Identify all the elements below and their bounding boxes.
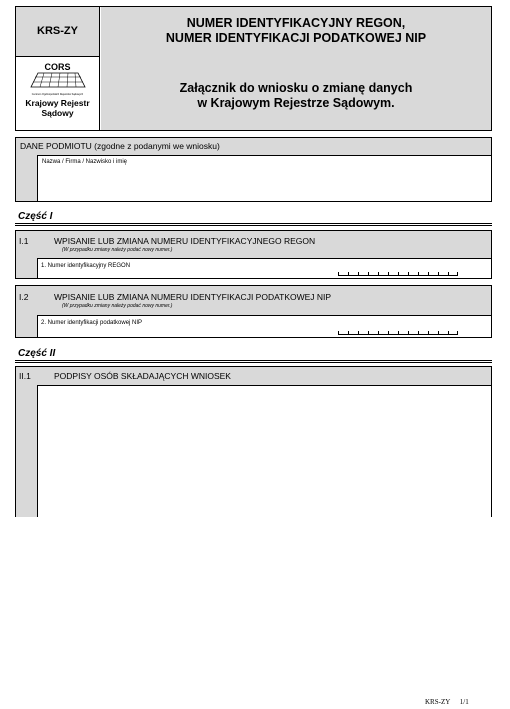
logo-caption: Centrum Ogólnopolskich Rejestrów Sądowych [31, 93, 84, 96]
digit-box[interactable] [358, 272, 368, 276]
section-i2-title: WPISANIE LUB ZMIANA NUMERU IDENTYFIKACJI PODATKOWEJ NIP [54, 292, 332, 302]
digit-box[interactable] [408, 331, 418, 335]
form-subtitle-2: w Krajowym Rejestrze Sądowym. [197, 96, 395, 110]
signatures-field[interactable] [38, 385, 491, 517]
digit-box[interactable] [448, 331, 458, 335]
dane-heading: DANE PODMIOTU (zgodne z podanymi we wniosku) [20, 141, 220, 151]
digit-box[interactable] [378, 272, 388, 276]
digit-box[interactable] [338, 331, 348, 335]
footer-code: KRS-ZY [425, 698, 451, 706]
digit-box[interactable] [348, 331, 358, 335]
dane-left-margin [16, 155, 38, 201]
footer-page: 1/1 [459, 698, 469, 706]
section-ii1-num: II.1 [19, 371, 31, 381]
digit-box[interactable] [368, 272, 378, 276]
cors-logo [16, 63, 99, 96]
form-code: KRS-ZY [37, 25, 78, 37]
digit-box[interactable] [418, 331, 428, 335]
dane-heading-bar [16, 138, 491, 155]
digit-box[interactable] [348, 272, 358, 276]
part2-rule [15, 360, 492, 363]
digit-box[interactable] [398, 272, 408, 276]
digit-box[interactable] [418, 272, 428, 276]
regon-digit-boxes[interactable] [338, 272, 458, 276]
nip-field-label: 2. Numer identyfikacji podatkowej NIP [41, 320, 143, 326]
digit-box[interactable] [338, 272, 348, 276]
part2-title: Część II [18, 348, 56, 359]
section-i1-num: I.1 [19, 236, 29, 246]
regon-field-label: 1. Numer identyfikacyjny REGON [41, 263, 131, 269]
digit-box[interactable] [408, 272, 418, 276]
digit-box[interactable] [428, 331, 438, 335]
part1-title: Część I [18, 211, 53, 222]
section-i2-margin [16, 315, 38, 337]
digit-box[interactable] [398, 331, 408, 335]
digit-box[interactable] [388, 272, 398, 276]
form-title-1: NUMER IDENTYFIKACYJNY REGON, [186, 16, 406, 30]
registry-name-2: Sądowy [41, 108, 74, 118]
digit-box[interactable] [428, 272, 438, 276]
digit-box[interactable] [438, 331, 448, 335]
section-ii1-title: PODPISY OSÓB SKŁADAJĄCYCH WNIOSEK [54, 371, 231, 381]
name-field[interactable] [38, 155, 491, 201]
section-i2-num: I.2 [19, 292, 29, 302]
digit-box[interactable] [438, 272, 448, 276]
digit-box[interactable] [368, 331, 378, 335]
header-title-cell [101, 7, 491, 130]
section-i1-note: (W przypadku zmiany należy podać nowy numer.) [62, 247, 173, 253]
nip-digit-boxes[interactable] [338, 331, 458, 335]
part1-rule [15, 223, 492, 226]
section-i1-title: WPISANIE LUB ZMIANA NUMERU IDENTYFIKACYJNEGO REGON [54, 236, 316, 246]
section-ii1-margin [16, 385, 38, 517]
footer [425, 698, 469, 706]
logo-cell [16, 57, 100, 130]
digit-box[interactable] [358, 331, 368, 335]
name-field-label: Nazwa / Firma / Nazwisko i imię [42, 159, 128, 165]
form-title-2: NUMER IDENTYFIKACJI PODATKOWEJ NIP [165, 31, 427, 45]
registry-name-1: Krajowy Rejestr [25, 98, 90, 108]
digit-box[interactable] [378, 331, 388, 335]
digit-box[interactable] [388, 331, 398, 335]
logo-grid-icon [30, 72, 86, 88]
digit-box[interactable] [448, 272, 458, 276]
section-i1-margin [16, 258, 38, 278]
header-code-cell [16, 7, 100, 57]
logo-text: CORS [44, 62, 71, 72]
section-i2-note: (W przypadku zmiany należy podać nowy numer.) [62, 303, 173, 309]
form-subtitle-1: Załącznik do wniosku o zmianę danych [179, 81, 413, 95]
